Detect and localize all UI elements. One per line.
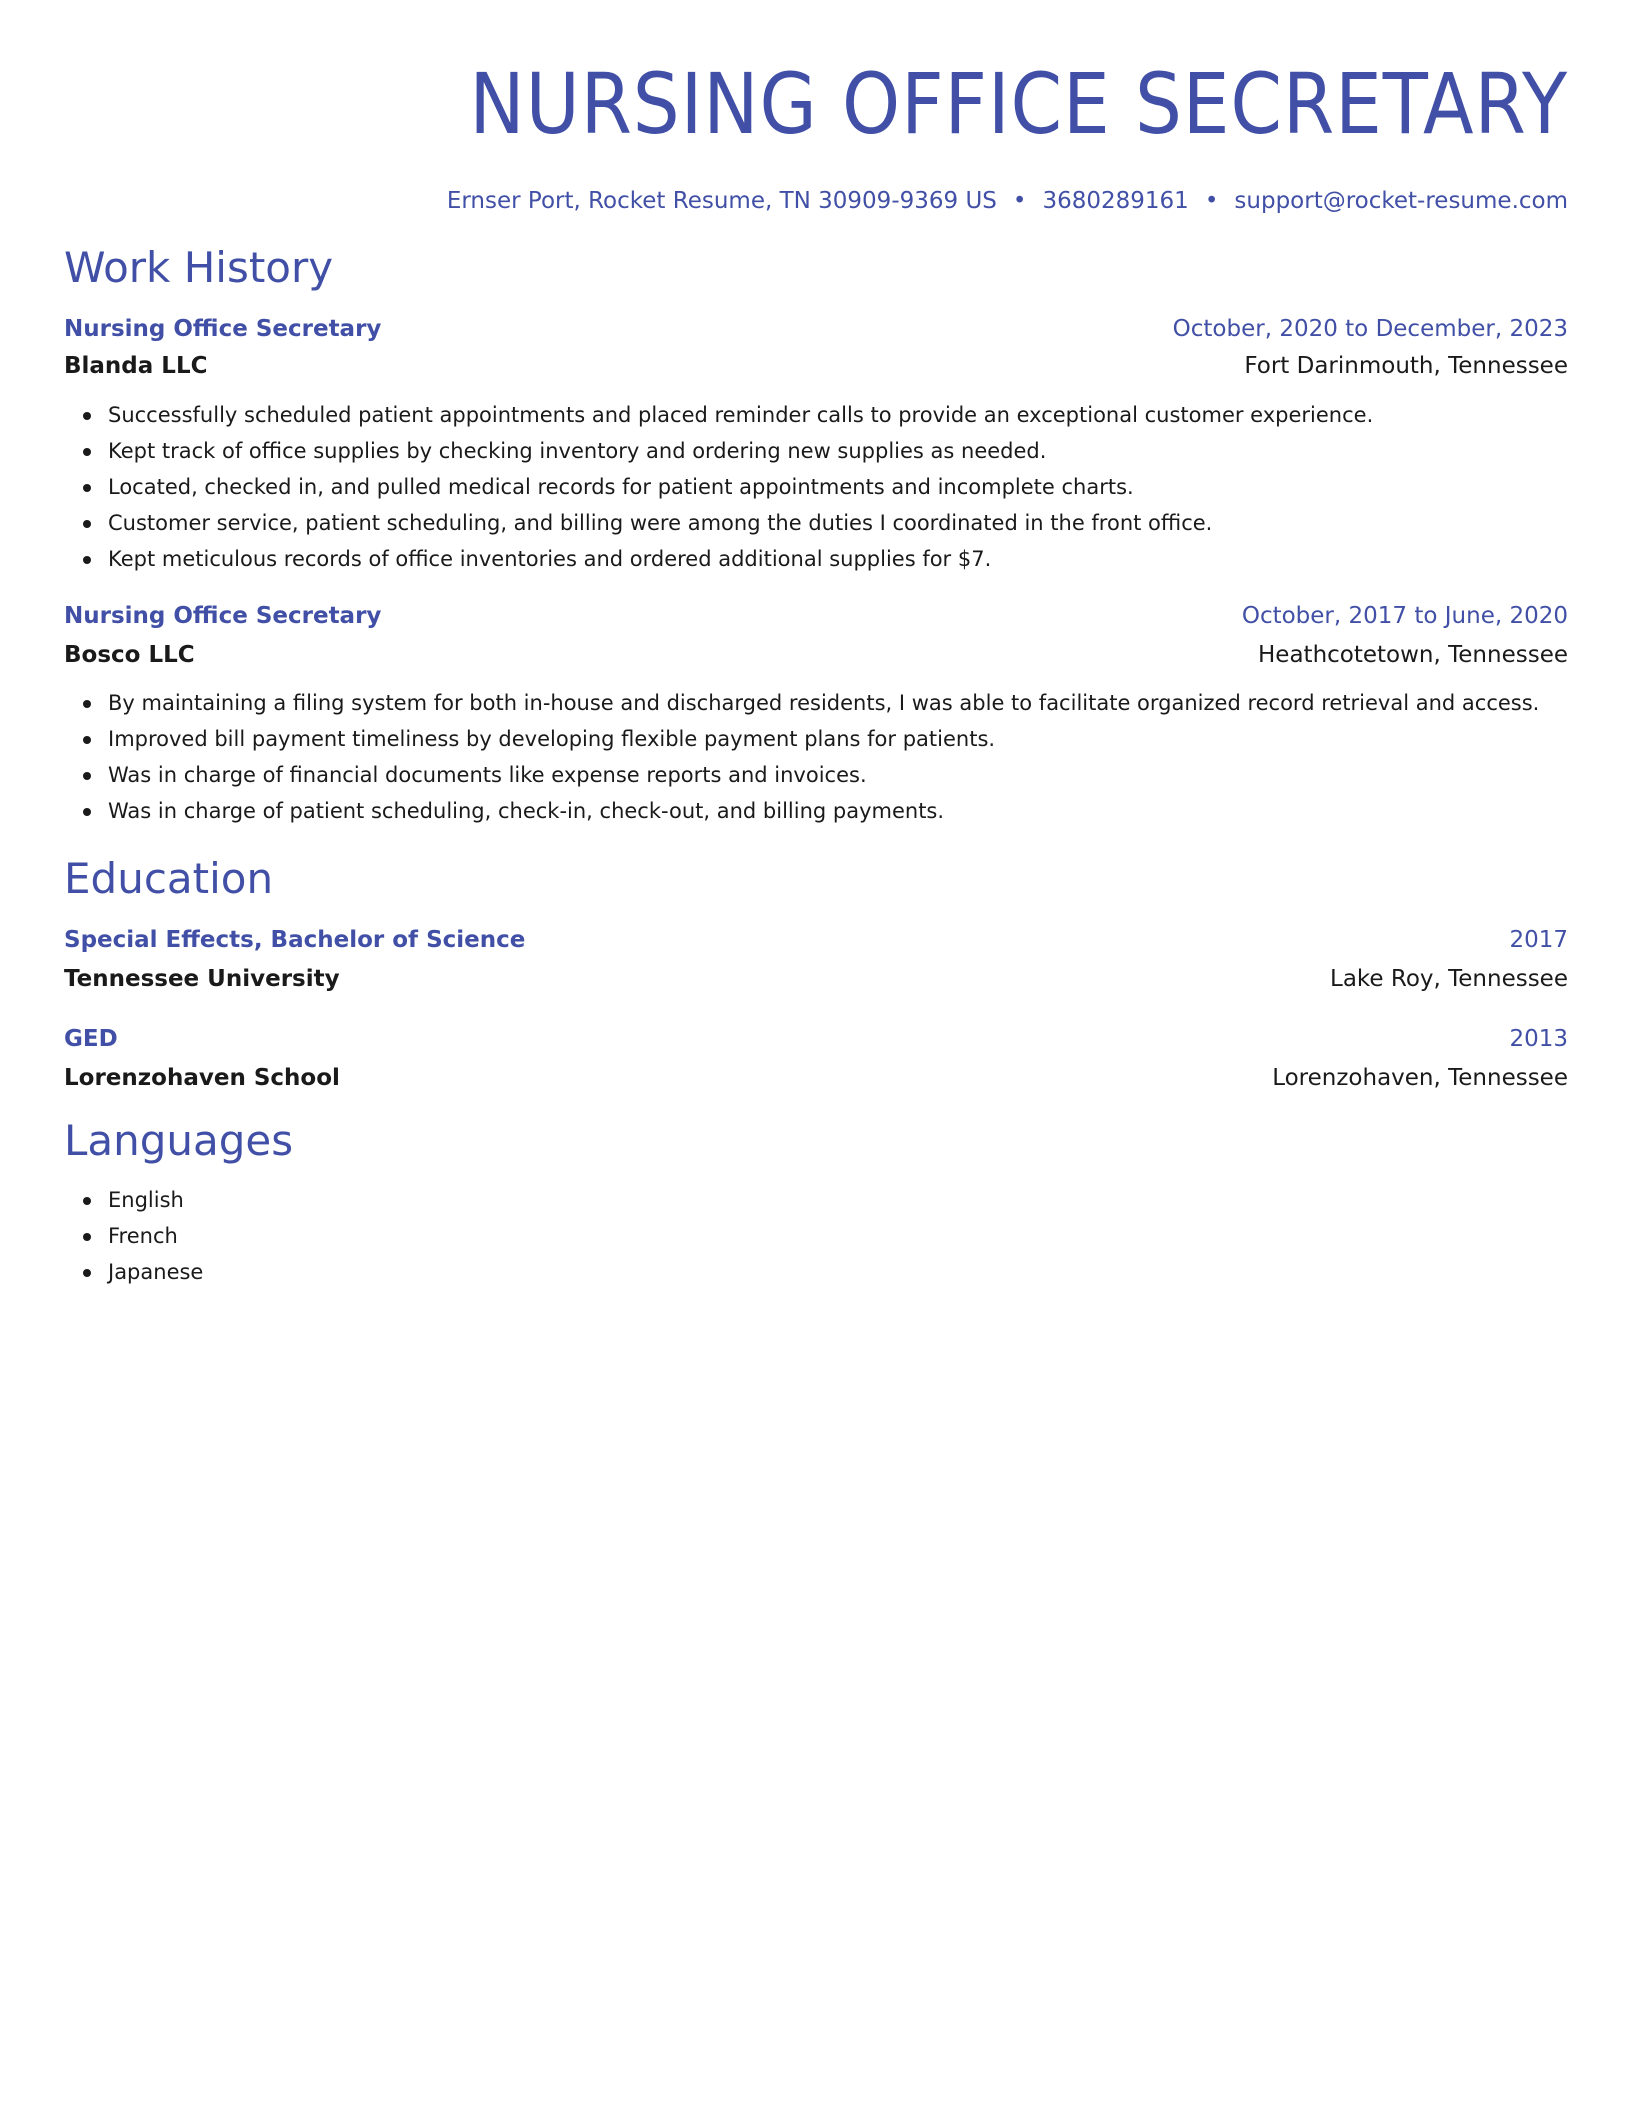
job-entry [64,314,1568,577]
contact-address: Ernser Port, Rocket Resume, TN 30909-9369 US [446,188,997,214]
education-year: 2017 [1509,927,1568,953]
job-duties-list [64,685,1568,829]
job-location: Fort Darinmouth, Tennessee [1244,353,1568,379]
job-dates: October, 2017 to June, 2020 [1241,603,1568,629]
education-location: Lorenzohaven, Tennessee [1272,1065,1568,1091]
job-company: Blanda LLC [64,353,208,379]
education-school-row [64,1063,1568,1093]
contact-phone: 3680289161 [1042,188,1189,214]
job-title: Nursing Office Secretary [64,316,382,342]
job-entry [64,601,1568,829]
job-duties-list [64,397,1568,577]
education-entry [64,925,1568,994]
education-degree: GED [64,1026,118,1052]
list-item: Kept meticulous records of office inventories and ordered additional supplies for $7. [108,541,1568,577]
job-company: Bosco LLC [64,642,195,668]
education-school: Tennessee University [64,966,340,992]
list-item: Was in charge of financial documents like expense reports and invoices. [108,757,1568,793]
job-company-row [64,351,1568,381]
education-location: Lake Roy, Tennessee [1330,966,1568,992]
job-header-row [64,601,1568,631]
job-dates: October, 2020 to December, 2023 [1172,316,1568,342]
contact-separator: • [1204,188,1219,214]
education-school-row [64,964,1568,994]
section-title-work-history: Work History [64,243,334,292]
resume-page [64,48,1568,1290]
list-item: French [108,1218,1568,1254]
resume-name: NURSING OFFICE SECRETARY [469,55,1568,153]
list-item: Improved bill payment timeliness by developing flexible payment plans for patients. [108,721,1568,757]
contact-line [64,186,1568,216]
job-header-row [64,314,1568,344]
list-item: Successfully scheduled patient appointments and placed reminder calls to provide an exceptional customer experience. [108,397,1568,433]
contact-separator: • [1012,188,1027,214]
list-item: Kept track of office supplies by checking inventory and ordering new supplies as needed. [108,433,1568,469]
languages-list [64,1182,1568,1290]
education-header-row [64,925,1568,955]
list-item: English [108,1182,1568,1218]
list-item: Was in charge of patient scheduling, check-in, check-out, and billing payments. [108,793,1568,829]
job-company-row [64,640,1568,670]
contact-email: support@rocket-resume.com [1234,188,1568,214]
education-school: Lorenzohaven School [64,1065,340,1091]
education-entry [64,1024,1568,1093]
list-item: Customer service, patient scheduling, and billing were among the duties I coordinated in the front office. [108,505,1568,541]
education-year: 2013 [1509,1026,1568,1052]
job-location: Heathcotetown, Tennessee [1258,642,1568,668]
list-item: Japanese [108,1254,1568,1290]
education-header-row [64,1024,1568,1054]
education-degree: Special Effects, Bachelor of Science [64,927,526,953]
section-title-languages: Languages [64,1116,294,1165]
job-title: Nursing Office Secretary [64,603,382,629]
list-item: Located, checked in, and pulled medical records for patient appointments and incomplete charts. [108,469,1568,505]
section-title-education: Education [64,854,274,903]
list-item: By maintaining a filing system for both in-house and discharged residents, I was able to facilitate organized record retrieval and access. [108,685,1568,721]
